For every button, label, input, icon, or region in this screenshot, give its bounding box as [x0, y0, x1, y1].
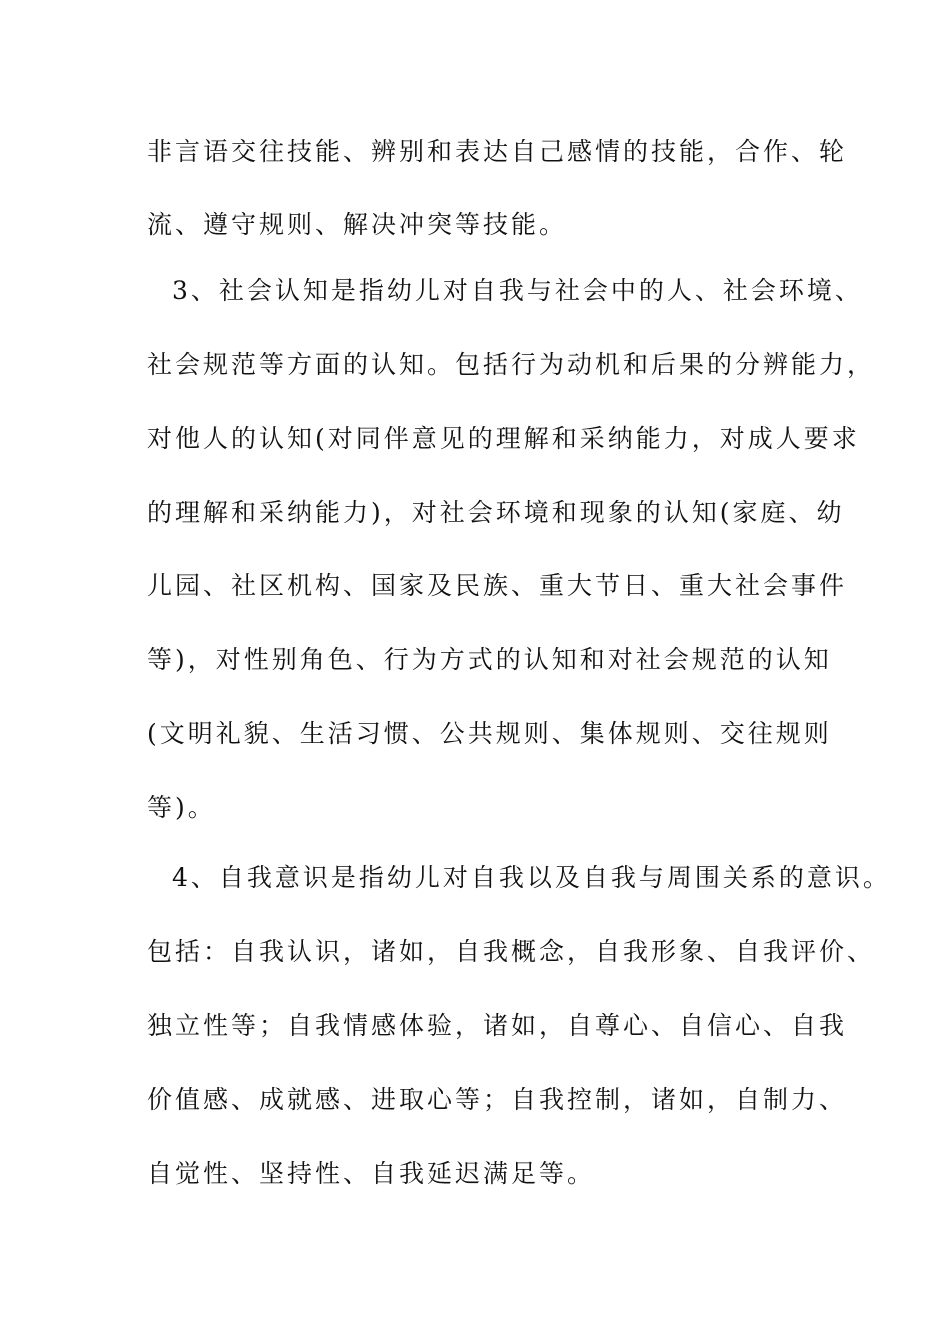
- text-line: 自觉性、坚持性、自我延迟满足等。: [147, 1159, 596, 1188]
- paragraph-3-first-line: 3、社会认知是指幼儿对自我与社会中的人、社会环境、: [172, 276, 863, 305]
- text-line: 等)，对性别角色、行为方式的认知和对社会规范的认知: [147, 645, 832, 674]
- text-line: 价值感、成就感、进取心等；自我控制，诸如，自制力、: [147, 1085, 848, 1114]
- text-line: 等)。: [147, 793, 216, 822]
- text-line: (文明礼貌、生活习惯、公共规则、集体规则、交往规则: [147, 719, 832, 748]
- text-line: 儿园、社区机构、国家及民族、重大节日、重大社会事件: [147, 571, 848, 600]
- text-line: 流、遵守规则、解决冲突等技能。: [147, 210, 568, 239]
- text-line: 的理解和采纳能力)，对社会环境和现象的认知(家庭、幼: [147, 498, 845, 527]
- text-line: 社会规范等方面的认知。包括行为动机和后果的分辨能力，: [147, 350, 876, 379]
- paragraph-4-first-line: 4、自我意识是指幼儿对自我以及自我与周围关系的意识。: [172, 863, 891, 892]
- text-line: 对他人的认知(对同伴意见的理解和采纳能力，对成人要求: [147, 424, 860, 453]
- text-line: 包括：自我认识，诸如，自我概念，自我形象、自我评价、: [147, 937, 876, 966]
- text-line: 独立性等；自我情感体验，诸如，自尊心、自信心、自我: [147, 1011, 848, 1040]
- text-line: 非言语交往技能、辨别和表达自己感情的技能，合作、轮: [147, 137, 848, 166]
